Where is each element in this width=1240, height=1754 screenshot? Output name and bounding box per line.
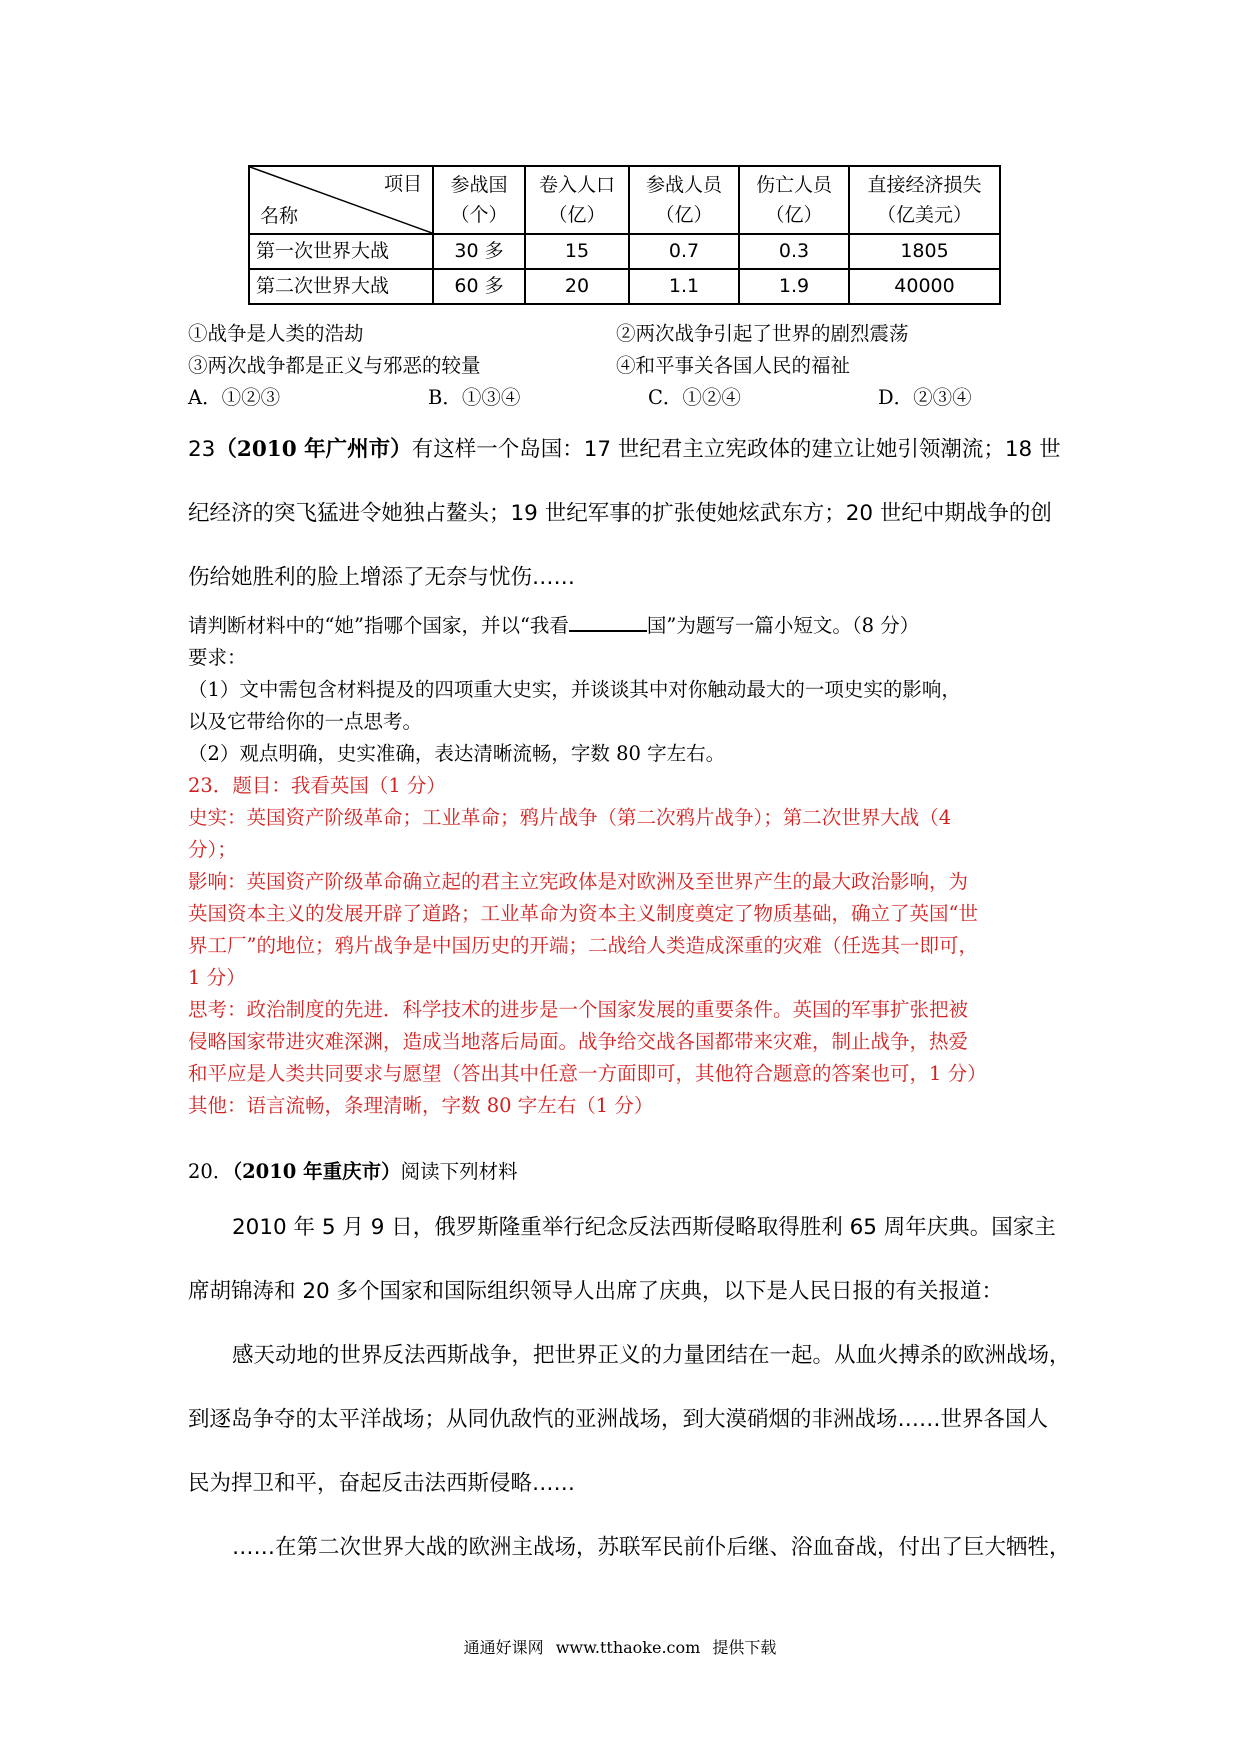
q20-line: 民为捍卫和平，奋起反击法西斯侵略……: [188, 1471, 576, 1496]
answer-line: 英国资本主义的发展开辟了道路；工业革命为资本主义制度奠定了物质基础，确立了英国“世: [188, 902, 978, 925]
table-cell: 30 多: [433, 234, 525, 269]
answer-line: 23．题目：我看英国（1 分）: [188, 774, 446, 797]
q23-line-1: [188, 432, 1061, 463]
q23-line-2: 纪经济的突飞猛进令她独占鳌头；19 世纪军事的扩张使她炫武东方；20 世纪中期战争的创: [188, 501, 1052, 526]
requirement-line: （2）观点明确，史实准确，表达清晰流畅，字数 80 字左右。: [188, 742, 726, 765]
answer-line: 影响：英国资产阶级革命确立起的君主立宪政体是对欧洲及至世界产生的最大政治影响，为: [188, 870, 969, 893]
table-cell: 60 多: [433, 269, 525, 304]
q20-source: （2010 年重庆市）: [232, 1160, 401, 1183]
header-line1: 直接经济损失: [867, 174, 982, 196]
header-line1: 卷入人口: [538, 174, 615, 196]
row-name-cell: 第一次世界大战: [249, 234, 433, 269]
answer-line: 和平应是人类共同要求与愿望（答出其中任意一方面即可，其他符合题意的答案也可，1 分）: [188, 1062, 987, 1085]
table-cell: 40000: [849, 269, 1000, 304]
footer-site-name: 通通好课网: [463, 1638, 544, 1657]
header-cell: [433, 166, 525, 234]
q20-line: 感天动地的世界反法西斯战争，把世界正义的力量团结在一起。从血火搏杀的欧洲战场，: [232, 1343, 1071, 1368]
option-a: A．①②③: [188, 386, 281, 409]
table-cell: 1.9: [739, 269, 849, 304]
requirements-title: 要求：: [188, 646, 247, 669]
answer-line: 其他：语言流畅，条理清晰，字数 80 字左右（1 分）: [188, 1094, 654, 1117]
q23-text: 有这样一个岛国：17 世纪君主立宪政体的建立让她引领潮流；18 世: [411, 437, 1061, 462]
q20-header: [188, 1156, 518, 1184]
header-cell: [629, 166, 739, 234]
prompt-before: 请判断材料中的“她”指哪个国家，并以“我看: [188, 614, 569, 637]
footer-url[interactable]: www.tthaoke.com: [555, 1638, 701, 1657]
q20-line: 到逐岛争夺的太平洋战场；从同仇敌忾的亚洲战场，到大漠硝烟的非洲战场……世界各国人: [188, 1407, 1049, 1432]
table-row: [249, 269, 1000, 304]
header-line2: （亿）: [765, 204, 823, 226]
diagonal-header-cell: [249, 166, 433, 234]
answer-blank: [569, 610, 647, 632]
header-line1: 伤亡人员: [755, 174, 832, 196]
header-line1: 参战国: [450, 174, 508, 196]
diag-top-label: 项目: [383, 173, 422, 195]
q20-intro: 阅读下列材料: [400, 1160, 518, 1183]
answer-line: 分）；: [188, 838, 237, 861]
table-cell: 1.1: [629, 269, 739, 304]
q23-source: （2010 年广州市）: [215, 437, 412, 462]
table-cell: 0.7: [629, 234, 739, 269]
option-b: B．①③④: [428, 386, 521, 409]
statement-3: ③两次战争都是正义与邪恶的较量: [188, 354, 481, 377]
header-line2: （亿）: [655, 204, 713, 226]
header-cell: [739, 166, 849, 234]
requirement-line: 以及它带给你的一点思考。: [188, 710, 423, 733]
answer-line: 界工厂”的地位；鸦片战争是中国历史的开端；二战给人类造成深重的灾难（任选其一即可，: [188, 934, 978, 957]
header-line1: 参战人员: [645, 174, 722, 196]
q20-line: ……在第二次世界大战的欧洲主战场，苏联军民前仆后继、浴血奋战，付出了巨大牺牲，: [232, 1535, 1071, 1560]
option-d: D．②③④: [878, 386, 972, 409]
header-line2: （亿美元）: [876, 204, 972, 226]
header-line2: （亿）: [548, 204, 606, 226]
header-cell: [525, 166, 629, 234]
table-row: [249, 234, 1000, 269]
q20-number: 20．: [188, 1160, 233, 1183]
table-cell: 0.3: [739, 234, 849, 269]
table-header-row: [249, 166, 1000, 234]
q23-number: 23: [188, 437, 216, 462]
row-name-cell: 第二次世界大战: [249, 269, 433, 304]
q23-prompt: [188, 610, 919, 638]
answer-line: 1 分）: [188, 966, 246, 989]
table-cell: 20: [525, 269, 629, 304]
requirement-line: （1）文中需包含材料提及的四项重大史实，并谈谈其中对你触动最大的一项史实的影响，: [188, 678, 961, 701]
answer-line: 史实：英国资产阶级革命；工业革命；鸦片战争（第二次鸦片战争）；第二次世界大战（4: [188, 806, 952, 829]
answer-line: 侵略国家带进灾难深渊，造成当地落后局面。战争给交战各国都带来灾难，制止战争，热爱: [188, 1030, 969, 1053]
prompt-after: 国”为题写一篇小短文。（8 分）: [646, 614, 920, 637]
table-cell: 1805: [849, 234, 1000, 269]
statement-1: ①战争是人类的浩劫: [188, 322, 364, 345]
q20-line: 席胡锦涛和 20 多个国家和国际组织领导人出席了庆典，以下是人民日报的有关报道：: [188, 1279, 1004, 1304]
q23-line-3: 伤给她胜利的脸上增添了无奈与忧伤……: [188, 565, 576, 590]
table-cell: 15: [525, 234, 629, 269]
war-statistics-table: [248, 165, 1001, 305]
q20-line: 2010 年 5 月 9 日，俄罗斯隆重举行纪念反法西斯侵略取得胜利 65 周年庆典。国家主: [232, 1215, 1056, 1240]
answer-line: 思考：政治制度的先进．科学技术的进步是一个国家发展的重要条件。英国的军事扩张把被: [188, 998, 969, 1021]
footer-suffix: 提供下载: [712, 1638, 777, 1657]
header-line2: （个）: [450, 204, 508, 226]
diag-bottom-label: 名称: [260, 205, 299, 227]
statement-2: ②两次战争引起了世界的剧烈震荡: [616, 322, 909, 345]
option-c: C．①②④: [648, 386, 741, 409]
page-footer: [0, 1635, 1240, 1658]
statement-4: ④和平事关各国人民的福祉: [616, 354, 851, 377]
header-cell: [849, 166, 1000, 234]
